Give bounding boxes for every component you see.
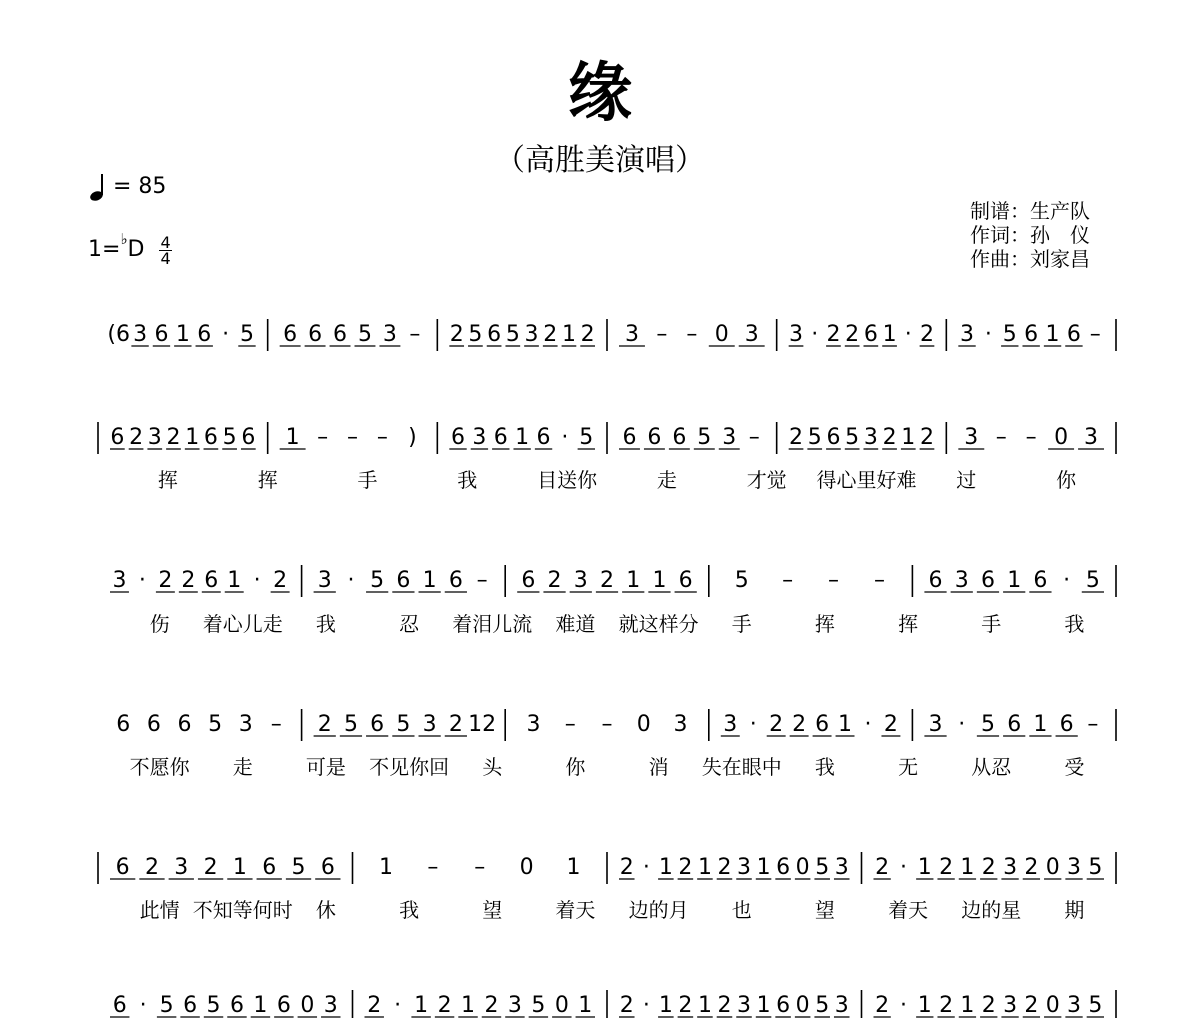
note: 5 [980,712,995,737]
note: 0 [795,993,810,1018]
note: 6 [647,425,662,450]
note: 1 [414,993,429,1018]
note: 1 [882,322,897,347]
note: 5 [222,425,237,450]
note: 2 [678,855,693,880]
note: 6 [154,322,169,347]
lyric: 消 [648,755,669,779]
note: · [958,712,966,737]
note: 2 [619,993,634,1018]
note: · [984,322,992,347]
note: 6 [622,425,637,450]
note: 1 [578,993,593,1018]
note: 6 [283,322,298,347]
credit-composer: 作曲：刘家昌 [970,247,1090,271]
tempo-value: = 85 [113,174,167,199]
note: – [656,322,668,347]
note: 6 [678,568,693,593]
note: 3 [1003,855,1018,880]
note: 6 [928,568,943,593]
note: 0 [1054,425,1069,450]
lyric: 挥 [257,468,278,492]
note: 0 [795,855,810,880]
note: 0 [1045,993,1060,1018]
note: 6 [197,322,212,347]
note: – [1025,425,1037,450]
note: 2 [448,712,463,737]
note: 6 [177,712,192,737]
lyric: 忍 [399,612,420,636]
lyric: 受 [1064,755,1085,779]
note: – [564,712,576,737]
note: 2 [845,322,860,347]
note: 1 [901,425,916,450]
note: 0 [1045,855,1060,880]
note: 3 [472,425,487,450]
note: 0 [519,855,534,880]
note: 1 [515,425,530,450]
lyric: 你 [565,755,586,779]
note: 5 [291,855,306,880]
note: 1 [253,993,268,1018]
lyric: 不见你回 [369,755,450,779]
lyric: 边的星 [961,898,1022,922]
note: 5 [1088,855,1103,880]
note: 3 [928,712,943,737]
note: 6 [204,568,219,593]
lyric: 可是 [305,755,346,779]
time-signature-top: 4 [160,232,171,252]
note: 6 [116,712,131,737]
note: 6 [396,568,411,593]
note: · [1063,568,1071,593]
note: · [899,855,907,880]
note: – [995,425,1007,450]
note: 2 [449,322,464,347]
note: 6 [1007,712,1022,737]
lyric: 就这样分 [618,612,699,636]
note: 6 [863,322,878,347]
note: 1 [1033,712,1048,737]
lyric: 边的月 [628,898,689,922]
note: 5 [845,425,860,450]
note: 3 [834,993,849,1018]
note: 2 [792,712,807,737]
note: 2 [717,855,732,880]
note: 3 [863,425,878,450]
lyric: 我 [1064,612,1085,636]
lyric: 无 [898,755,919,779]
lyric: 手 [731,612,752,636]
note: 5 [396,712,411,737]
note: 2 [166,425,181,450]
note: 6 [776,855,791,880]
lyric: 目送你 [537,468,598,492]
note: – [427,855,439,880]
note: 6 [487,322,502,347]
lyric: 你 [1056,468,1077,492]
note: 6 [183,993,198,1018]
note: 3 [624,322,639,347]
note: · [138,568,146,593]
note: – [376,425,388,450]
note: 1 [185,425,200,450]
note: 1 [285,425,300,450]
lyric: 难道 [555,612,596,636]
key-prefix: 1= [88,237,121,262]
lyric: 我 [399,898,420,922]
lyric: 得心里好难 [816,468,917,492]
note: 6 [1066,322,1081,347]
note: – [748,425,760,450]
note: 6 [370,712,385,737]
note: 3 [524,322,539,347]
note: 5 [1085,568,1100,593]
note: · [899,993,907,1018]
lyric: 望 [482,898,503,922]
note: 2 [717,993,732,1018]
note: 2 [1024,993,1039,1018]
note: 2 [273,568,288,593]
note: 6 [536,425,551,450]
note: 2 [875,855,890,880]
note: 3 [507,993,522,1018]
note: – [601,712,613,737]
note: 5 [343,712,358,737]
note: 3 [133,322,148,347]
note: 1 [960,855,975,880]
note: – [317,425,329,450]
note: 2 [769,712,784,737]
lyric: 我 [457,468,478,492]
note: 2 [939,855,954,880]
note: 2 [437,993,452,1018]
note: 5 [697,425,712,450]
note: 6 [320,855,335,880]
note: 1 [697,855,712,880]
lyric: 挥 [814,612,835,636]
note: 1 [756,855,771,880]
lyric: 走 [656,468,677,492]
note: 3 [954,568,969,593]
credit-arranger: 制谱：生产队 [970,199,1090,223]
note: – [686,322,698,347]
note: 1 [917,993,932,1018]
note: · [642,855,650,880]
note: – [476,568,488,593]
note: 3 [1067,855,1082,880]
note: 3 [382,322,397,347]
note: 2 [826,322,841,347]
lyric: 才觉 [746,468,787,492]
lyric: 不知等何时 [192,898,293,922]
note: 5 [531,993,546,1018]
note: 6 [308,322,323,347]
note: 3 [722,425,737,450]
note: 1 [175,322,190,347]
note: 0 [714,322,729,347]
lyric: 挥 [157,468,178,492]
credit-lyricist: 作词：孙 仪 [970,223,1090,247]
note: 2 [580,322,595,347]
note: – [1087,712,1099,737]
note: 2 [144,855,159,880]
note: 5 [1002,322,1017,347]
note: 2 [919,425,934,450]
note: 3 [960,322,975,347]
note: 6 [493,425,508,450]
note: 2 [1024,855,1039,880]
note: 5 [579,425,594,450]
note: 1 [626,568,641,593]
lyric: 着天 [888,898,929,922]
note: 5 [208,712,223,737]
note: 5 [807,425,822,450]
lyric: 着天 [555,898,596,922]
note: 6 [203,425,218,450]
note: 5 [468,322,483,347]
note: 3 [526,712,541,737]
note: – [828,568,840,593]
note: 3 [174,855,189,880]
lyric: 从忍 [971,755,1012,779]
note: 6 [115,855,130,880]
note: 2 [939,993,954,1018]
note: 6 [333,322,348,347]
note: · [222,322,230,347]
note: 3 [112,568,127,593]
note: 2 [158,568,173,593]
note: 5 [159,993,174,1018]
note: 5 [815,855,830,880]
note: 0 [300,993,315,1018]
note: 3 [834,855,849,880]
note: 6 [1024,322,1039,347]
note: 3 [789,322,804,347]
note: 1 [917,855,932,880]
note: 1 [652,568,667,593]
note: 3 [737,855,752,880]
note: 1 [756,993,771,1018]
note: 2 [981,855,996,880]
note: 2 [619,855,634,880]
note: · [394,993,402,1018]
note: 2 [600,568,614,593]
lyric: 不愿你 [129,755,190,779]
note: 2 [484,993,499,1018]
note: 6 [776,993,791,1018]
note: – [409,322,421,347]
note: 5 [1088,993,1103,1018]
note: 1 [566,855,581,880]
note: 3 [673,712,688,737]
note: 1 [461,993,476,1018]
note: 12 [468,712,497,737]
note: 3 [744,322,759,347]
note: 1 [1045,322,1060,347]
lyric: 期 [1064,898,1085,922]
note: 6 [112,993,127,1018]
note: 1 [227,568,242,593]
lyric: 伤 [149,612,170,636]
note: 2 [543,322,558,347]
note: 3 [323,993,338,1018]
lyric: 挥 [898,612,919,636]
note: 6 [1033,568,1048,593]
lyric: 望 [814,898,835,922]
lyric: 手 [357,468,378,492]
note: 3 [147,425,162,450]
lyric: 也 [731,898,752,922]
note: 1 [232,855,247,880]
note: 3 [238,712,253,737]
note: 1 [838,712,853,737]
note: 2 [875,993,890,1018]
note: 3 [573,568,588,593]
note: 2 [367,993,382,1018]
lyric: 失在眼中 [701,755,782,779]
note: 3 [1067,993,1082,1018]
lyric: 我 [315,612,336,636]
note: 1 [561,322,576,347]
key-note: D [127,237,145,262]
lyric: 此情 [139,898,180,922]
note: 0 [636,712,651,737]
note: 6 [980,568,995,593]
note: – [1089,322,1101,347]
note: 2 [981,993,996,1018]
note: 6 [146,712,161,737]
note: 6 [241,425,256,450]
note: · [347,568,355,593]
song-subtitle: （高胜美演唱） [495,143,705,178]
note: 6 [110,425,125,450]
lyric: 着泪儿流 [452,612,533,636]
note: 2 [883,712,898,737]
note: · [253,568,261,593]
note: 1 [960,993,975,1018]
note: 1 [422,568,437,593]
note: – [347,425,358,450]
note: · [561,425,569,450]
note: 3 [422,712,437,737]
lyric: 我 [814,755,835,779]
note: – [873,568,885,593]
lyric: 着心儿走 [202,612,283,636]
lyric: 走 [232,755,253,779]
note: · [749,712,757,737]
note: 2 [129,425,144,450]
note: 5 [357,322,372,347]
note: 5 [370,568,385,593]
note: 3 [317,568,332,593]
note: 0 [554,993,569,1018]
note: 6 [1059,712,1074,737]
note: 3 [737,993,752,1018]
note: 6 [276,993,291,1018]
note: 5 [734,568,749,593]
note: 3 [964,425,979,450]
lyric: 头 [482,755,503,779]
lyric: 休 [315,898,336,922]
note: 6 [815,712,830,737]
note: 5 [206,993,221,1018]
note: 2 [919,322,934,347]
note: 6 [262,855,277,880]
note: 1 [1007,568,1022,593]
note: – [782,568,794,593]
note: 5 [505,322,520,347]
note: – [270,712,282,737]
note: 6 [451,425,466,450]
song-title: 缘 [568,57,632,131]
note: 6 [521,568,536,593]
note: 2 [882,425,897,450]
note: 2 [203,855,218,880]
note: 2 [181,568,196,593]
note: 3 [1084,425,1099,450]
note: 6 [672,425,687,450]
note: 2 [547,568,562,593]
note: 5 [239,322,254,347]
note: 1 [697,993,712,1018]
note: (6 [107,322,130,347]
flat-sign: ♭ [120,230,128,248]
note: 6 [448,568,463,593]
time-signature-bottom: 4 [160,248,171,268]
note: 1 [378,855,393,880]
note: – [474,855,486,880]
lyric: 过 [956,468,977,492]
note: · [811,322,819,347]
note: 2 [678,993,693,1018]
note: · [864,712,872,737]
lyric: 手 [981,612,1002,636]
note: 1 [658,993,673,1018]
note: 2 [317,712,332,737]
note: 6 [826,425,841,450]
note: ) [408,425,417,450]
note: · [139,993,147,1018]
note: · [904,322,912,347]
note: 3 [723,712,738,737]
note: 3 [1003,993,1018,1018]
note: 6 [229,993,244,1018]
note: 1 [658,855,673,880]
note: 2 [789,425,804,450]
note: · [642,993,650,1018]
note: 5 [815,993,830,1018]
